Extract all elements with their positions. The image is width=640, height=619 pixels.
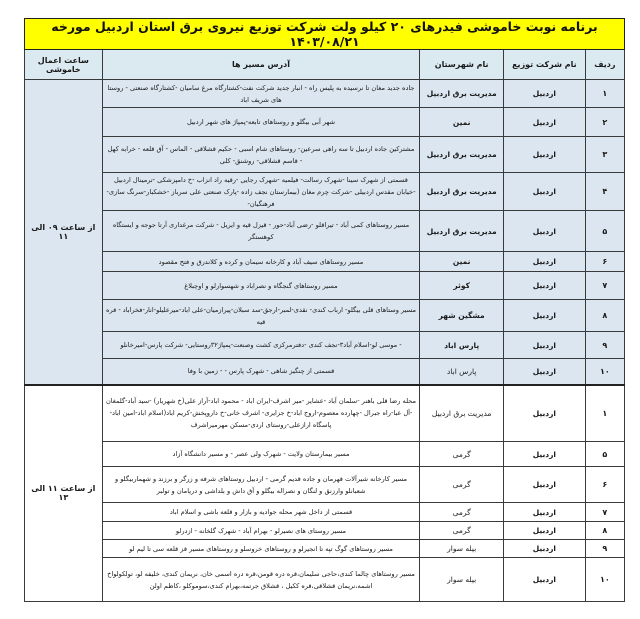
county-name: مدیریت برق اردبیل: [420, 137, 504, 173]
table-row: [25, 211, 625, 252]
header-address: آدرس مسیر ها: [102, 50, 420, 80]
row-number: ۱۰: [585, 558, 624, 602]
table-row: [25, 332, 625, 359]
company-name: اردبیل: [504, 522, 586, 540]
county-name: مدیریت برق اردبیل: [420, 385, 504, 442]
company-name: اردبیل: [504, 300, 586, 332]
row-number: ۷: [585, 503, 624, 522]
company-name: اردبیل: [504, 359, 586, 385]
row-number: ۳: [585, 137, 624, 173]
row-number: ۴: [585, 173, 624, 211]
outage-schedule-sheet: [24, 18, 625, 602]
route-address: محله رضا قلی باهنر -سلمان آباد -عشایر -میر اشرف-ایران اباد - محمود اباد-آراز علی(خ شهریار) -سید آباد-گلمغان -آل عبا-راه جبرال -چهارده معصوم-اروج اباد-خ جزایری- اشرف خانی-خ داروپخش-کریم اباد(اسلام اباد-امین اباد-پاسگاه ارازعلی-روستای اردی-مسکن مهرمیراشرف: [102, 385, 420, 442]
county-name: بیله سوار: [420, 558, 504, 602]
table-row: [25, 503, 625, 522]
table-row: [25, 522, 625, 540]
header-row: [25, 50, 625, 80]
route-address: قسمتی از شهرک سینا -شهرک رسالت- فیلمیه -شهرک رجایی -رقیه راد انزاب -خ دامپزشکی -ترمینال اردبیل -خیابان مقدس اردبیلی -شرکت چرم مغان (بیمارستان نجف زاده -پارک صنعتی علی سرباز -خشکبار-سرنگ سازی-فرهنگیان-: [102, 173, 420, 211]
route-address: مشترکین جاده اردبیل تا سه راهی سرعین- روستاهای شام اسبی - حکیم قشلاقی - الماس - آق قلعه - خرابه کهل - قاسم قشلاقی- روشنق- کلی: [102, 137, 420, 173]
header-county: نام شهرستان: [420, 50, 504, 80]
route-address: مسیر روستاهای کمی آباد - تیراقلو -رضی آباد-حور - قیزل قیه و ایریل - شرکت مرغداری آرتا جوجه و ایستگاه کوهستگر: [102, 211, 420, 252]
table-row: [25, 272, 625, 300]
title-row: [25, 19, 625, 50]
row-number: ۹: [585, 540, 624, 558]
company-name: اردبیل: [504, 173, 586, 211]
route-address: مسیر روستاهای گوگ تپه تا انجیرلو و روستاهای خروسلو و روستاهای مسیر قز قلعه سی تا لیم لو: [102, 540, 420, 558]
route-address: مسیر کارخانه شیرآلات قهرمان و جاده قدیم گرمی - اردبیل روستاهای شرفه و زرگر و برزند و شهماربیگلو و شعبانلو وارزنق و لنگان و نصراله بیگلو و آق داش و بلداشی و دریامان و تولبر: [102, 467, 420, 503]
table-row: [25, 252, 625, 272]
company-name: اردبیل: [504, 467, 586, 503]
row-number: ۲: [585, 108, 624, 137]
table-row: [25, 108, 625, 137]
route-address: شهر آبی بیگلو و روستاهای تابعه-پمپاژ های شهر اردبیل: [102, 108, 420, 137]
page-title: برنامه نوبت خاموشی فیدرهای ۲۰ کیلو ولت شرکت توزیع نیروی برق استان اردبیل مورخه ۱۴۰۳/۰۸/۲۱: [25, 19, 625, 50]
company-name: اردبیل: [504, 211, 586, 252]
table-row: [25, 359, 625, 385]
county-name: مدیریت برق اردبیل: [420, 80, 504, 108]
county-name: گرمی: [420, 522, 504, 540]
company-name: اردبیل: [504, 385, 586, 442]
route-address: مسیر بیمارستان ولایت - شهرک ولی عصر - و مسیر دانشگاه آزاد: [102, 442, 420, 467]
route-address: قسمتی از داخل شهر محله جوادیه و بازار و قلعه باشی و اسلام اباد: [102, 503, 420, 522]
table-row: [25, 442, 625, 467]
route-address: مسیر روستای های نصیرلو - بهرام آباد - شهرک گلخانه - ازدرلو: [102, 522, 420, 540]
county-name: پارس اباد: [420, 332, 504, 359]
row-number: ۱: [585, 80, 624, 108]
row-number: ۶: [585, 467, 624, 503]
company-name: اردبیل: [504, 332, 586, 359]
route-address: قسمتی از چنگیز شاهی - شهرک پارس - - زمین با وفا: [102, 359, 420, 385]
row-number: ۹: [585, 332, 624, 359]
county-name: گرمی: [420, 467, 504, 503]
table-row: [25, 300, 625, 332]
table-row: [25, 540, 625, 558]
company-name: اردبیل: [504, 442, 586, 467]
company-name: اردبیل: [504, 503, 586, 522]
route-address: مسیر روستاهای سیف آباد و کارخانه سیمان و کرده و کلاندرق و فتح مقصود: [102, 252, 420, 272]
county-name: پارس اباد: [420, 359, 504, 385]
outage-time: از ساعت ۱۱ الی ۱۳: [25, 385, 103, 602]
table-row: [25, 558, 625, 602]
company-name: اردبیل: [504, 272, 586, 300]
company-name: اردبیل: [504, 540, 586, 558]
row-number: ۱: [585, 385, 624, 442]
row-number: ۷: [585, 272, 624, 300]
county-name: گرمی: [420, 503, 504, 522]
row-number: ۸: [585, 522, 624, 540]
outage-time: از ساعت ۰۹ الی ۱۱: [25, 80, 103, 385]
county-name: مشگین شهر: [420, 300, 504, 332]
county-name: نمین: [420, 108, 504, 137]
county-name: کوثر: [420, 272, 504, 300]
county-name: گرمی: [420, 442, 504, 467]
route-address: مسیر وستاهای قلی بیگلو- ارباب کندی- نقدی-لمبر-ارجق-سد سبلان-پیرازمیان-علی اباد-میرعلیلو-انار-فخراباد - قره قیه: [102, 300, 420, 332]
company-name: اردبیل: [504, 252, 586, 272]
header-radif: ردیف: [585, 50, 624, 80]
table-row: [25, 467, 625, 503]
row-number: ۱۰: [585, 359, 624, 385]
route-address: جاده جدید مغان تا نرسیده به پلیس راه - انبار جدید شرکت نفت-کشتارگاه مرغ سامیان -کشتارگاه صنعتی - روستا های شریف اباد: [102, 80, 420, 108]
county-name: بیله سوار: [420, 540, 504, 558]
outage-schedule-table: [24, 18, 625, 602]
route-address: - موسی لو-اسلام آباد۳-نجف کندی -دفترمرکزی کشت وصنعت-پمپاژ۳۲روستایی- شرکت پارس-امیرخانلو: [102, 332, 420, 359]
row-number: ۵: [585, 211, 624, 252]
company-name: اردبیل: [504, 137, 586, 173]
county-name: نمین: [420, 252, 504, 272]
row-number: ۸: [585, 300, 624, 332]
county-name: مدیریت برق اردبیل: [420, 173, 504, 211]
table-row: [25, 80, 625, 108]
company-name: اردبیل: [504, 80, 586, 108]
header-time: ساعت اعمال خاموشی: [25, 50, 103, 80]
header-company: نام شرکت توزیع: [504, 50, 586, 80]
table-row: [25, 385, 625, 442]
table-row: [25, 173, 625, 211]
route-address: مسیر روستاهای چالما کندی،حاجی سلیمان،قره دره قومن،قره دره اسمی خان، نریمان کندی، خلیفه لو، تولکولواخ اشمه،نریمان قشلاقی،قره ککیل ، قشلاق جرتمه،بهرام کندی،سوموکلو ،کاظم اولن: [102, 558, 420, 602]
company-name: اردبیل: [504, 558, 586, 602]
table-row: [25, 137, 625, 173]
row-number: ۶: [585, 252, 624, 272]
county-name: مدیریت برق اردبیل: [420, 211, 504, 252]
row-number: ۵: [585, 442, 624, 467]
route-address: مسیر روستاهای گنجگاه و نصراباد و شهسوارلو و اوچبلاغ: [102, 272, 420, 300]
company-name: اردبیل: [504, 108, 586, 137]
